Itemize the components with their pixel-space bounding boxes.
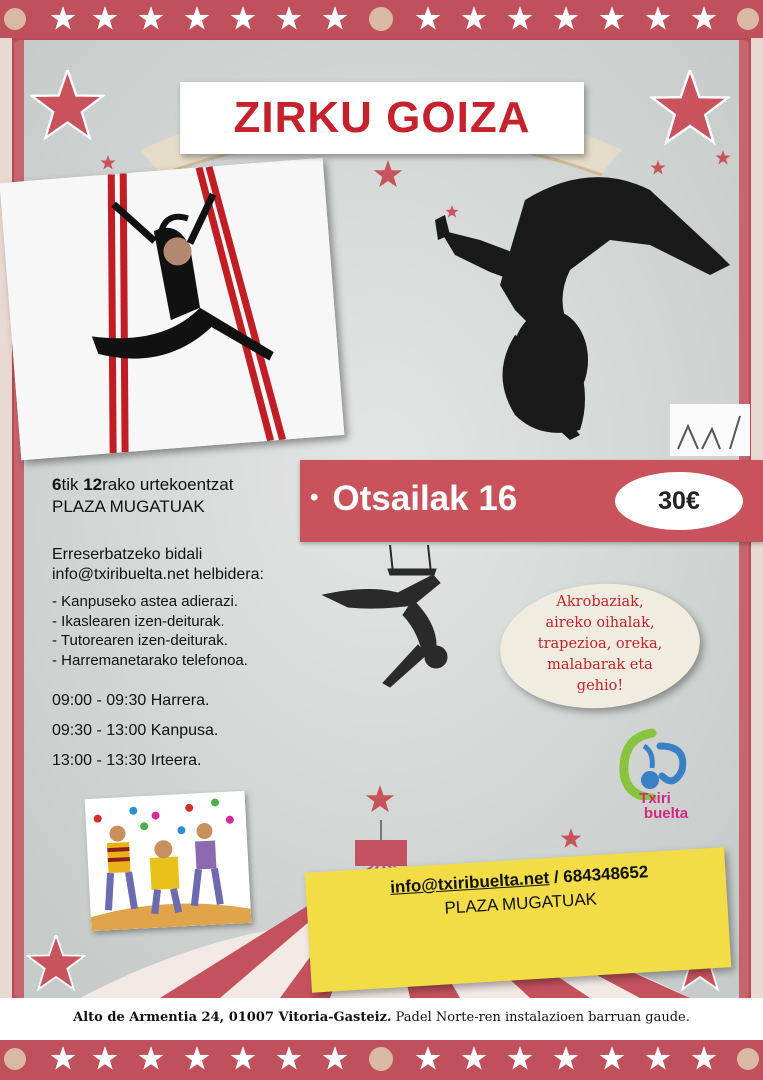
event-date-text: Otsailak 16 (332, 479, 518, 518)
title-box (180, 82, 584, 154)
trapeze-silhouette (318, 545, 458, 690)
activity-line: aireko oihalak, (545, 615, 655, 631)
logo-line-1: Txiri (639, 790, 671, 807)
footer-address: Alto de Armentia 24, 01007 Vitoria-Gasteiz. (73, 1010, 392, 1025)
activity-line: trapezioa, oreka, (537, 636, 663, 652)
activity-line: Akrobaziak, (556, 594, 644, 610)
places-label: PLAZA MUGATUAK (52, 497, 205, 516)
activities-text (508, 592, 692, 697)
jugglers-illustration (85, 791, 252, 931)
footer-note: Padel Norte-ren instalazioen barruan gaude. (391, 1010, 690, 1025)
bullet: • (310, 484, 319, 511)
requirements-list (52, 592, 248, 670)
activity-line: malabarak eta (547, 657, 653, 673)
contact-places: PLAZA MUGATUAK (443, 889, 598, 918)
contact-separator: / (548, 867, 564, 888)
price-badge (615, 472, 743, 530)
schedule-item: 13:00 - 13:30 Irteera. (52, 752, 202, 769)
list-item: - Ikaslearen izen-deiturak. (52, 612, 225, 630)
event-date (310, 479, 517, 519)
schedule-item: 09:00 - 09:30 Harrera. (52, 692, 210, 709)
footer (0, 1010, 763, 1025)
age-range: 6tik 12rako urtekoentzat (52, 475, 234, 494)
aerial-silk-photo (0, 158, 344, 461)
reservation-info (52, 545, 264, 585)
logo-line-2: buelta (643, 805, 689, 822)
activity-line: gehio! (576, 678, 624, 694)
schedule (52, 686, 218, 776)
txiribuelta-logo (612, 728, 698, 828)
contact-email-link[interactable]: info@txiribuelta.net (389, 868, 550, 897)
list-item: - Harremanetarako telefonoa. (52, 651, 248, 669)
list-item: - Tutorearen izen-deiturak. (52, 632, 228, 649)
price: 30€ (658, 486, 700, 515)
audience-info (52, 474, 233, 518)
list-item: - Kanpuseko astea adierazi. (52, 593, 238, 610)
schedule-item: 09:30 - 13:00 Kanpusa. (52, 722, 219, 739)
page-title: ZIRKU GOIZA (233, 93, 531, 142)
reservation-line-1: Erreserbatzeko bidali (52, 546, 203, 563)
contact-phone: 684348652 (562, 862, 649, 887)
reservation-line-2: info@txiribuelta.net helbidera: (52, 566, 264, 583)
acrobatics-thumbnail (670, 404, 750, 456)
